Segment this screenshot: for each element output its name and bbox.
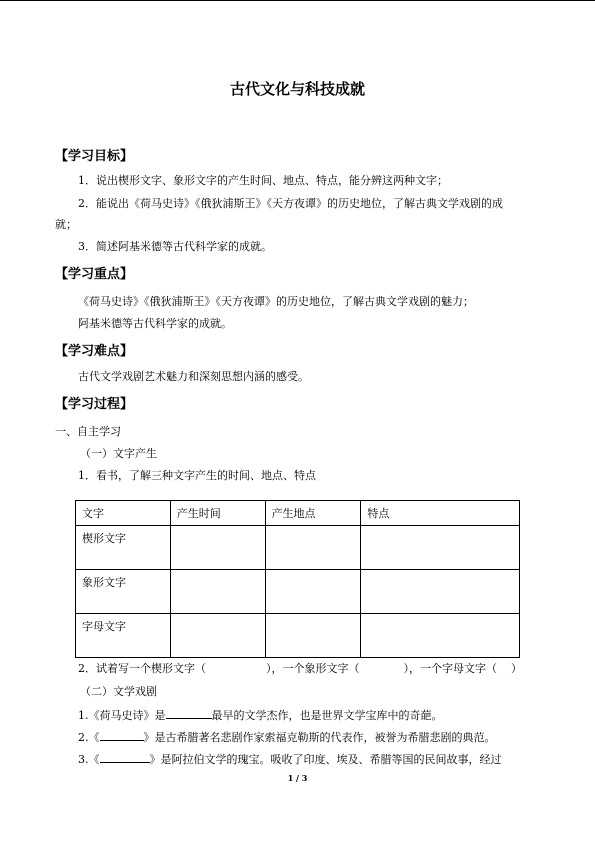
table-row — [76, 526, 520, 570]
question-2-part-b: ），一个象形文字（ — [266, 662, 360, 675]
literature-item-1-part-a: 1.《荷马史诗》是 — [78, 709, 166, 722]
literature-item-1 — [78, 707, 443, 723]
question-2-part-c: ），一个字母文字（ — [403, 662, 497, 675]
table-answer-cell[interactable] — [265, 614, 361, 658]
page-number: 1 / 3 — [287, 773, 308, 783]
answer-blank-1[interactable] — [166, 707, 212, 719]
section-heading-goals: 【学习目标】 — [55, 149, 134, 164]
goal-1: 1．说出楔形文字、象形文字的产生时间、地点、特点，能分辨这两种文字； — [78, 174, 448, 187]
question-2-part-d: ） — [511, 662, 522, 675]
goal-2: 2．能说出《荷马史诗》《俄狄浦斯王》《天方夜谭》的历史地位，了解古典文学戏剧的成 — [78, 197, 503, 210]
table-row — [76, 614, 520, 658]
table-answer-cell[interactable] — [361, 614, 520, 658]
part-1-heading: 一、自主学习 — [55, 425, 121, 438]
page-title: 古代文化与科技成就 — [229, 80, 365, 98]
table-answer-cell[interactable] — [170, 526, 265, 570]
table-row — [76, 570, 520, 614]
table-header-cell: 产生时间 — [170, 501, 265, 526]
subsection-literature: （二）文学戏剧 — [80, 685, 157, 698]
table-row-label: 象形文字 — [76, 570, 171, 614]
difficult-point-1: 古代文学戏剧艺术魅力和深刻思想内涵的感受。 — [78, 370, 309, 383]
top-border-line — [0, 0, 595, 1]
section-heading-difficult: 【学习难点】 — [55, 344, 134, 359]
question-2 — [78, 662, 522, 676]
literature-item-1-part-b: 最早的文学杰作，也是世界文学宝库中的奇葩。 — [211, 709, 443, 722]
table-answer-cell[interactable] — [361, 526, 520, 570]
table-header-cell: 特点 — [361, 501, 520, 526]
table-row-label: 字母文字 — [76, 614, 171, 658]
writing-systems-table — [75, 500, 520, 658]
table-header-row — [76, 501, 520, 526]
goal-3: 3．简述阿基米德等古代科学家的成就。 — [78, 240, 272, 253]
table-answer-cell[interactable] — [361, 570, 520, 614]
table-header-cell: 文字 — [76, 501, 171, 526]
question-1: 1．看书，了解三种文字产生的时间、地点、特点 — [78, 469, 316, 482]
answer-blank-2[interactable] — [100, 729, 144, 741]
table-header-cell: 产生地点 — [265, 501, 361, 526]
table-row-label: 楔形文字 — [76, 526, 171, 570]
key-point-1: 《荷马史诗》《俄狄浦斯王》《天方夜谭》的历史地位，了解古典文学戏剧的魅力； — [78, 295, 474, 308]
literature-item-2-part-a: 2.《 — [78, 731, 100, 744]
goal-2-continued: 就； — [55, 218, 77, 231]
section-heading-process: 【学习过程】 — [55, 397, 134, 412]
table-answer-cell[interactable] — [170, 614, 265, 658]
question-2-part-a: 2．试着写一个楔形文字（ — [78, 662, 206, 675]
table-answer-cell[interactable] — [265, 526, 361, 570]
literature-item-2 — [78, 729, 496, 745]
table-answer-cell[interactable] — [265, 570, 361, 614]
section-heading-key: 【学习重点】 — [55, 267, 134, 282]
subsection-writing: （一）文字产生 — [80, 447, 157, 460]
table-answer-cell[interactable] — [170, 570, 265, 614]
answer-blank-3[interactable] — [100, 751, 150, 763]
literature-item-3-part-b: 》是阿拉伯文学的瑰宝。吸收了印度、埃及、希腊等国的民间故事，经过 — [149, 753, 502, 766]
literature-item-3-part-a: 3.《 — [78, 753, 100, 766]
literature-item-3 — [78, 751, 502, 767]
literature-item-2-part-b: 》是古希腊著名悲剧作家索福克勒斯的代表作，被誉为希腊悲剧的典范。 — [143, 731, 496, 744]
key-point-2: 阿基米德等古代科学家的成就。 — [78, 317, 232, 330]
